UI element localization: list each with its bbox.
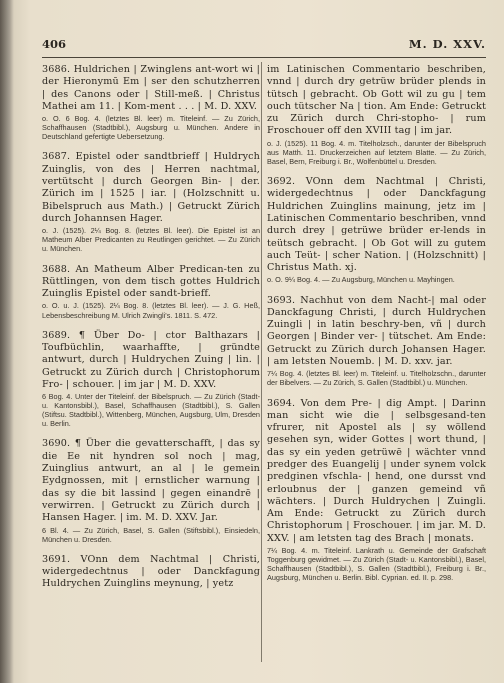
entry-title: 3687. Epistel oder sandtbrieff | Huldrych Zuinglis, von des | Herren nachtmal, vertütscht | durch Georgen Bin- | der. Zürich im | 1525 | iar. | (Holzschnitt u. Bibelspruch aus Math.) | Getruckt Zürich durch Johannsen Hager. [42, 151, 260, 224]
right-column [267, 64, 486, 592]
entry-title: 3692. VOnn dem Nachtmal | Christi, widergedechtnus | oder Danckfagung Huldrichen Zuinglins mainung, jetz im | Latinischen Commentario beschriben, vnnd durch drey | getrüwe brüder er-lends in teütsch gebracht. | Ob Got will zu gutem auch Teüt- | scher Nation. | (Holzschnitt) | Christus Math. xj. [267, 176, 486, 274]
catalog-entry-3691 [42, 554, 260, 591]
catalog-entry-3687 [42, 151, 260, 253]
catalog-entry-3690 [42, 438, 260, 543]
catalog-entry-3689 [42, 330, 260, 429]
entry-title: 3691. VOnn dem Nachtmal | Christi, widergedechtnus | oder Danckfagung Huldrychen Zuinglins meynung, | yetz [42, 553, 260, 590]
header-rule [42, 57, 486, 58]
catalog-entry-3693 [267, 295, 486, 388]
entry-note: 7¼ Bog. 4. m. Titeleinf. Lankrath u. Gemeinde der Grafschaft Toggenburg gewidmet. — Zu Zürich (Stadt- u. Kantonsbibl.), Basel, Schaffhausen (Stadtbibl.), S. Gallen (Stadtbibl.), Freiburg i. Br., Augsburg, München u. Berlin. Bibl. Cyprian. ed. II. p. 298. [267, 546, 486, 583]
entry-note: o. J. (1525). 11 Bog. 4. m. Titelholzsch., darunter der Bibelspruch aus Matth. 11. Druckerzeichen auf letztem Blatte. — Zu Zürich, Basel, Bern, Freiburg i. Br., Wolfenbüttel u. Dresden. [267, 138, 486, 166]
book-page [20, 0, 504, 683]
entry-note: o. O. 9¼ Bog. 4. — Zu Augsburg, München u. Mayhingen. [267, 275, 455, 285]
entry-title: 3689. ¶ Über Do- | ctor Balthazars | Toufbüchlin, waarhaffte, | gründte antwurt, durch | Huldrychen Zuing | lin. | Getruckt zu Zürich durch | Christophorum Fro- | schouer. | im jar | M. D. XXV. [42, 329, 260, 390]
entry-note: 6 Bl. 4. — Zu Zürich, Basel, S. Gallen (Stiftsbibl.), Einsiedeln, München u. Dresden. [42, 525, 260, 544]
entry-title: 3686. Huldrichen | Zwinglens ant-wort wi | der Hieronymū Em | ser den schutzherren | des Canons oder | Still-meß. | Christus Mathei am 11. | Kom-ment . . . | M. D. XXV. [42, 64, 260, 112]
catalog-entry-3694 [267, 398, 486, 583]
page-number: 406 [42, 37, 67, 51]
running-head [42, 37, 486, 53]
catalog-entry-3686 [42, 64, 260, 141]
book-gutter-shadow [0, 0, 14, 683]
entry-note: 6 Bog. 4. Unter der Titeleinf. der Bibelspruch. — Zu Zürich (Stadt- u. Kantonsbibl.), Basel, Schaffhausen (Stadtbibl.), S. Gallen (Stiftsu. Stadtbibl.), Wittenberg, München, Augsburg, Ulm, Dresden u. Berlin. [42, 392, 260, 429]
entry-title: 3690. ¶ Über die gevatterschafft, | das sy die Ee nit hyndren sol noch | mag, Zuinglius antwurt, an al | le gemein Eydgnossen, mit | ernstlicher warnung | das sy die bit lassind | gegen einandrē | verwirren. | Getruckt zu Zürich durch | Hansen Hager. | im. M. D. XXV. Jar. [42, 438, 260, 524]
entry-note: o. J. (1525). 2¼ Bog. 8. (letztes Bl. leer). Die Epistel ist an Matheum Alber Predicanten zu Reutlingen gerichtet. — Zu Zürich u. München. [42, 226, 260, 254]
entry-note: 7¼ Bog. 4. (letztes Bl. leer) m. Titeleinf. u. Titelholzschn., darunter der Bibelvers. — Zu Zürich, S. Gallen (Stadtbibl.) u. München. [267, 369, 486, 388]
entry-title: 3694. Von dem Pre- | dig Ampt. | Darinn man sicht wie die | selbsgesand-ten vfrurer, nit Apostel als | sy wöllend gesehen syn, wider Gottes | wort thund, | das sy ein yeden getrüwē | wächter vnnd predger des Euangelij | under synem volck predginen vfschla- | hend, one dursst vnd erloubnus der | ganzen gemeind vñ wächters. | Durch Huldrychen | Zuingli. Am Ende: Getruckt zu Zürich durch Christophorum | Froschouer. | im jar. M. D. XXV. | am letsten tag des Brach | monats. [267, 397, 486, 544]
catalog-entry-3691-continued [267, 64, 486, 166]
entry-note: o. O. u. J. (1525). 2¼ Bog. 8. (letztes Bl. leer). — J. G. Heß, Lebensbeschreibung M. Ulrich Zwingli's. 1811. S. 472. [42, 301, 260, 320]
column-divider [261, 62, 262, 662]
left-column [42, 64, 260, 601]
entry-title: im Latinischen Commentario beschriben, vnnd | durch dry getrüw brüder plends in tütsch | gebracht. Ob Gott wil zu gu | tem ouch tütscher Na | tion. Am Ende: Getruckt zu Zürich durch Chri-stopho- | rum Froschouer off den XVIII tag | im jar. [267, 64, 486, 137]
running-title: M. D. XXV. [408, 37, 486, 51]
entry-title: 3688. An Matheum Alber Predican-ten zu Rüttlingen, von dem tisch gottes Huldrich Zuinglis Epistel oder sandt-brieff. [42, 263, 260, 300]
entry-note: o. O. 6 Bog. 4. (letztes Bl. leer) m. Titeleinf. — Zu Zürich, Schaffhausen (Stadtbibl.), Augsburg u. München. Andere in Deutschland gefertigte Uebersetzung. [42, 114, 260, 142]
catalog-entry-3692 [267, 176, 486, 284]
entry-title: 3693. Nachhut von dem Nacht-| mal oder Danckfagung Christi, | durch Huldrychen Zuingli | in latin beschry-ben, vñ | durch Georgen | Binder ver- | tütschet. Am Ende: Getruckt zu Zürich durch Johansen Hager. | am letsten Nouemb. | M. D. xxv. jar. [267, 294, 486, 368]
catalog-entry-3688 [42, 264, 260, 320]
